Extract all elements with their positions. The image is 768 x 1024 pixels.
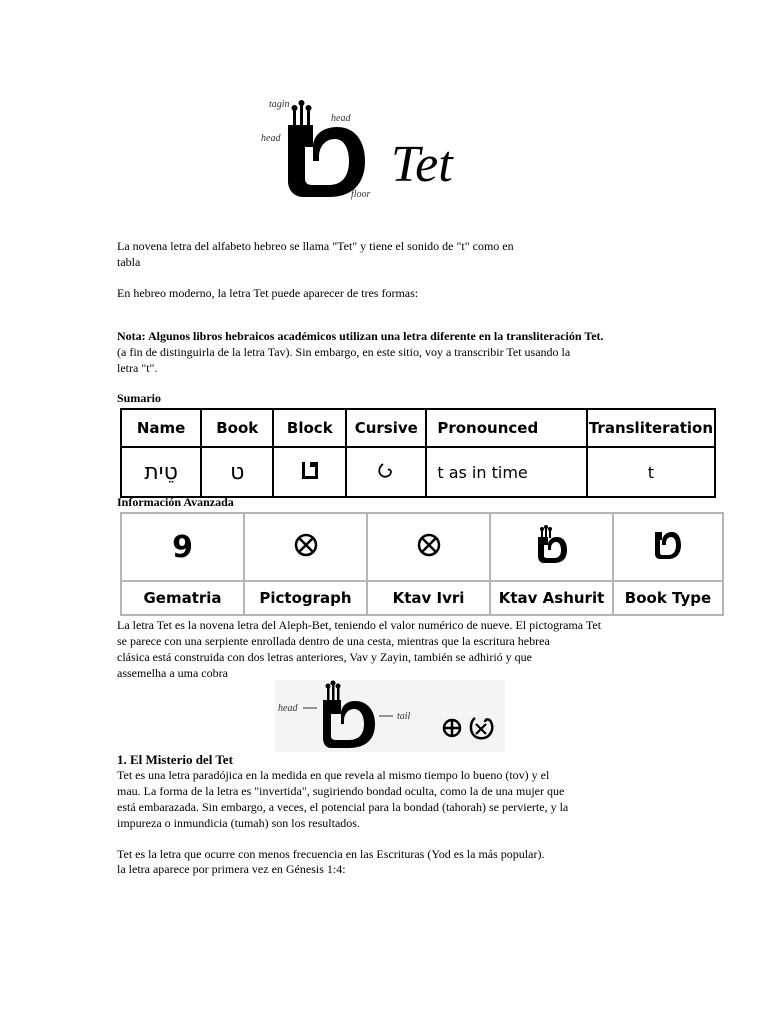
label-floor: floor [351, 189, 371, 200]
advanced-heading: Información Avanzada [117, 495, 234, 509]
ktav-ivri-icon [416, 532, 442, 558]
label-tagin: tagin [269, 99, 290, 110]
pictograph-icon [293, 532, 319, 558]
tet-letter-icon [288, 100, 365, 197]
description-line-1: La letra Tet es la novena letra del Aleph-Bet, teniendo el valor numérico de nueve. El pictograma Tet [117, 618, 602, 632]
summary-value-cursive [346, 447, 426, 497]
advanced-table [120, 512, 724, 616]
summary-header-transliteration: Transliteration [587, 409, 715, 447]
description-line-2: se parece con una serpiente enrollada dentro de una cesta, mientras que la escritura hebrea [117, 634, 550, 648]
summary-header-row [121, 409, 715, 447]
summary-header-pronounced: Pronounced [426, 409, 587, 447]
intro-line-1: La novena letra del alfabeto hebreo se llama "Tet" y tiene el sonido de "t" como en [117, 239, 514, 253]
label-ktav-ivri: Ktav Ivri [367, 581, 490, 615]
summary-value-name: טֵית [121, 447, 201, 497]
summary-header-book: Book [201, 409, 273, 447]
summary-table [120, 408, 716, 498]
summary-value-transliteration: t [587, 447, 715, 497]
mystery-p1-line-4: impureza o inmundicia (tumah) son los resultados. [117, 816, 360, 830]
summary-header-block: Block [273, 409, 346, 447]
summary-value-block [273, 447, 346, 497]
ktav-ashurit-icon [534, 525, 570, 565]
mystery-heading: 1. El Misterio del Tet [117, 752, 233, 767]
intro-forms: En hebreo moderno, la letra Tet puede aparecer de tres formas: [117, 286, 419, 300]
note-bold: Nota: Algunos libros hebraicos académicos utilizan una letra diferente en la transliteración Tet. [117, 329, 604, 343]
tet-diagram [255, 95, 480, 205]
summary-header-cursive: Cursive [346, 409, 426, 447]
cursive-tet-icon [375, 459, 397, 481]
book-type-icon [652, 528, 684, 562]
label-head-left: head [261, 133, 281, 144]
summary-heading: Sumario [117, 391, 162, 405]
description-line-3: clásica está construida con dos letras anteriores, Vav y Zayin, también se adhirió y que [117, 650, 532, 664]
summary-header-name: Name [121, 409, 201, 447]
tet-head-tail-diagram [275, 680, 505, 752]
mystery-p2-line-1: Tet es la letra que ocurre con menos frecuencia en las Escrituras (Yod es la más popular). [117, 847, 545, 861]
label-gematria: Gematria [121, 581, 244, 615]
note-line-3: letra "t". [117, 361, 158, 375]
label-tail: tail [397, 711, 411, 722]
label-book-type: Book Type [613, 581, 723, 615]
pictograph-cell [244, 513, 367, 581]
block-tet-icon [299, 459, 321, 481]
label-head: head [278, 703, 298, 714]
circle-cross-icon [444, 720, 460, 736]
tet-title: Tet [391, 136, 453, 193]
summary-value-row [121, 447, 715, 497]
advanced-label-row [121, 581, 723, 615]
gematria-value: 9 [121, 513, 244, 581]
advanced-symbol-row [121, 513, 723, 581]
intro-line-2: tabla [117, 255, 141, 269]
label-head-right: head [331, 113, 351, 124]
summary-value-pronounced: t as in time [426, 447, 587, 497]
label-ktav-ashurit: Ktav Ashurit [490, 581, 613, 615]
summary-value-book: ט [201, 447, 273, 497]
description-line-4: assemelha a uma cobra [117, 666, 228, 680]
ktav-ivri-cell [367, 513, 490, 581]
mystery-p1-line-1: Tet es una letra paradójica en la medida en que revela al mismo tiempo lo bueno (tov) y el [117, 768, 550, 782]
mystery-p2-line-2: la letra aparece por primera vez en Génesis 1:4: [117, 862, 346, 876]
book-type-cell [613, 513, 723, 581]
label-pictograph: Pictograph [244, 581, 367, 615]
mystery-p1-line-3: está embarazada. Sin embargo, a veces, el potencial para la bondad (tahorah) se pervierte, y la [117, 800, 569, 814]
ktav-ashurit-cell [490, 513, 613, 581]
mystery-p1-line-2: mau. La forma de la letra es "invertida", sugiriendo bondad oculta, como la de una mujer que [117, 784, 565, 798]
note-line-2: (a fin de distinguirla de la letra Tav). Sin embargo, en este sitio, voy a transcribir Tet usando la [117, 345, 571, 359]
